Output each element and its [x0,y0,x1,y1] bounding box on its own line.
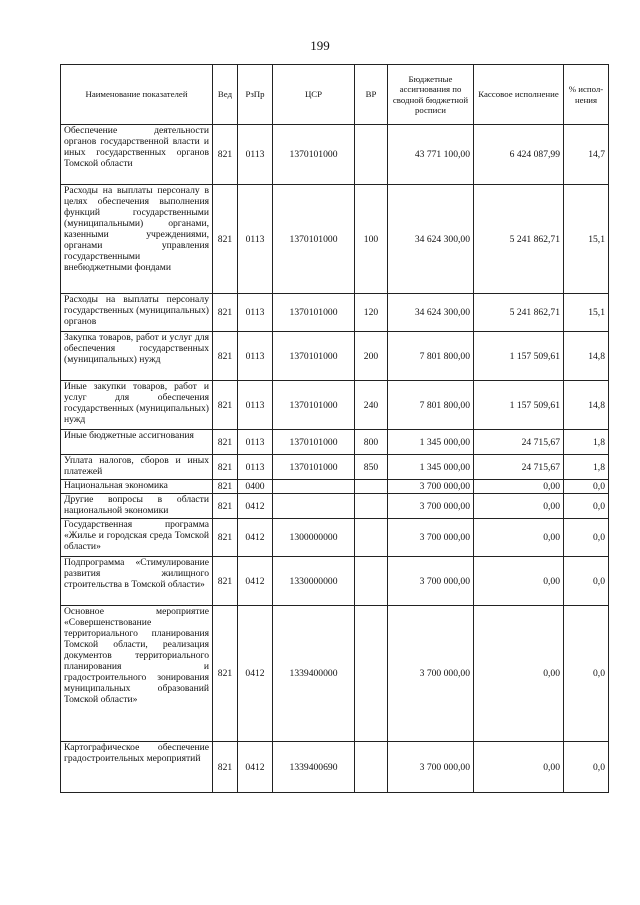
row-vr [355,557,388,606]
header-percent: % испол-нения [564,65,609,125]
row-vr: 100 [355,185,388,294]
row-vr [355,480,388,494]
header-csr: ЦСР [273,65,355,125]
row-ved: 821 [213,519,238,557]
row-rzpr: 0113 [238,381,273,430]
row-assignments: 7 801 800,00 [388,381,474,430]
row-percent: 0,0 [564,742,609,793]
row-percent: 0,0 [564,557,609,606]
row-vr: 850 [355,455,388,480]
table-header-row [61,65,609,125]
row-ved: 821 [213,430,238,455]
row-assignments: 3 700 000,00 [388,557,474,606]
row-percent: 0,0 [564,480,609,494]
table-row [61,519,609,557]
header-ved: Вед [213,65,238,125]
row-cash: 0,00 [474,519,564,557]
row-assignments: 3 700 000,00 [388,494,474,519]
row-assignments: 7 801 800,00 [388,332,474,381]
row-ved: 821 [213,185,238,294]
row-percent: 14,8 [564,381,609,430]
table-row [61,480,609,494]
row-rzpr: 0412 [238,606,273,742]
row-name: Уплата налогов, сборов и иных платежей [61,455,213,480]
budget-table [60,64,609,793]
table-row [61,430,609,455]
row-name: Национальная экономика [61,480,213,494]
row-csr: 1370101000 [273,455,355,480]
row-cash: 0,00 [474,557,564,606]
row-csr: 1370101000 [273,185,355,294]
row-vr: 120 [355,294,388,332]
row-ved: 821 [213,381,238,430]
row-percent: 1,8 [564,455,609,480]
row-name: Расходы на выплаты персоналу в целях обеспечения выполнения функций государственными (муниципальными) органами, казенными учреждениями, органами управления государственными внебюджетными фондами [61,185,213,294]
table-row [61,494,609,519]
row-cash: 6 424 087,99 [474,125,564,185]
row-assignments: 3 700 000,00 [388,742,474,793]
row-rzpr: 0412 [238,494,273,519]
row-rzpr: 0412 [238,519,273,557]
row-csr: 1370101000 [273,430,355,455]
row-percent: 15,1 [564,185,609,294]
header-assignments: Бюджетные ассигнования по сводной бюджетной росписи [388,65,474,125]
row-rzpr: 0113 [238,294,273,332]
row-cash: 5 241 862,71 [474,185,564,294]
row-cash: 0,00 [474,480,564,494]
row-percent: 14,8 [564,332,609,381]
row-percent: 0,0 [564,519,609,557]
row-rzpr: 0113 [238,455,273,480]
row-cash: 1 157 509,61 [474,332,564,381]
row-cash: 24 715,67 [474,455,564,480]
row-csr: 1339400000 [273,606,355,742]
row-name: Обеспечение деятельности органов государственной власти и иных государственных органов Томской области [61,125,213,185]
row-name: Закупка товаров, работ и услуг для обеспечения государственных (муниципальных) нужд [61,332,213,381]
row-cash: 1 157 509,61 [474,381,564,430]
table-row [61,606,609,742]
row-ved: 821 [213,455,238,480]
row-csr: 1370101000 [273,332,355,381]
row-csr: 1370101000 [273,294,355,332]
row-percent: 0,0 [564,606,609,742]
row-vr [355,125,388,185]
row-cash: 0,00 [474,494,564,519]
row-rzpr: 0113 [238,125,273,185]
table-row [61,294,609,332]
row-csr: 1300000000 [273,519,355,557]
row-name: Подпрограмма «Стимулирование развития жилищного строительства в Томской области» [61,557,213,606]
row-csr [273,494,355,519]
header-name: Наименование показателей [61,65,213,125]
row-name: Другие вопросы в области национальной экономики [61,494,213,519]
row-name: Иные закупки товаров, работ и услуг для обеспечения государственных (муниципальных) нужд [61,381,213,430]
row-ved: 821 [213,742,238,793]
row-vr [355,606,388,742]
table-row [61,381,609,430]
row-assignments: 43 771 100,00 [388,125,474,185]
row-rzpr: 0113 [238,332,273,381]
row-percent: 1,8 [564,430,609,455]
row-vr [355,519,388,557]
row-assignments: 3 700 000,00 [388,606,474,742]
row-vr: 200 [355,332,388,381]
row-csr: 1370101000 [273,381,355,430]
table-row [61,557,609,606]
row-cash: 5 241 862,71 [474,294,564,332]
row-assignments: 34 624 300,00 [388,185,474,294]
row-cash: 24 715,67 [474,430,564,455]
row-vr: 800 [355,430,388,455]
table-row [61,185,609,294]
row-percent: 14,7 [564,125,609,185]
row-vr: 240 [355,381,388,430]
row-name: Картографическое обеспечение градостроительных мероприятий [61,742,213,793]
row-rzpr: 0113 [238,185,273,294]
row-ved: 821 [213,294,238,332]
row-csr: 1330000000 [273,557,355,606]
row-percent: 0,0 [564,494,609,519]
header-vr: ВР [355,65,388,125]
row-cash: 0,00 [474,742,564,793]
header-rzpr: РзПр [238,65,273,125]
row-ved: 821 [213,606,238,742]
table-row [61,332,609,381]
row-ved: 821 [213,557,238,606]
row-csr: 1370101000 [273,125,355,185]
row-vr [355,742,388,793]
row-vr [355,494,388,519]
row-name: Основное мероприятие «Совершенствование территориального планирования Томской области, реализация документов территориального планирования и градостроительного зонирования муниципальных образований Томской области» [61,606,213,742]
row-name: Государственная программа «Жилье и городская среда Томской области» [61,519,213,557]
table-row [61,455,609,480]
page-number: 199 [310,38,330,53]
row-assignments: 3 700 000,00 [388,519,474,557]
row-assignments: 1 345 000,00 [388,430,474,455]
row-assignments: 34 624 300,00 [388,294,474,332]
row-rzpr: 0412 [238,742,273,793]
row-rzpr: 0400 [238,480,273,494]
row-assignments: 3 700 000,00 [388,480,474,494]
row-assignments: 1 345 000,00 [388,455,474,480]
row-ved: 821 [213,125,238,185]
row-rzpr: 0113 [238,430,273,455]
row-cash: 0,00 [474,606,564,742]
row-csr [273,480,355,494]
row-csr: 1339400690 [273,742,355,793]
header-cash: Кассовое исполнение [474,65,564,125]
row-ved: 821 [213,494,238,519]
table-row [61,125,609,185]
row-name: Расходы на выплаты персоналу государственных (муниципальных) органов [61,294,213,332]
row-rzpr: 0412 [238,557,273,606]
table-row [61,742,609,793]
row-name: Иные бюджетные ассигнования [61,430,213,455]
row-percent: 15,1 [564,294,609,332]
row-ved: 821 [213,332,238,381]
row-ved: 821 [213,480,238,494]
